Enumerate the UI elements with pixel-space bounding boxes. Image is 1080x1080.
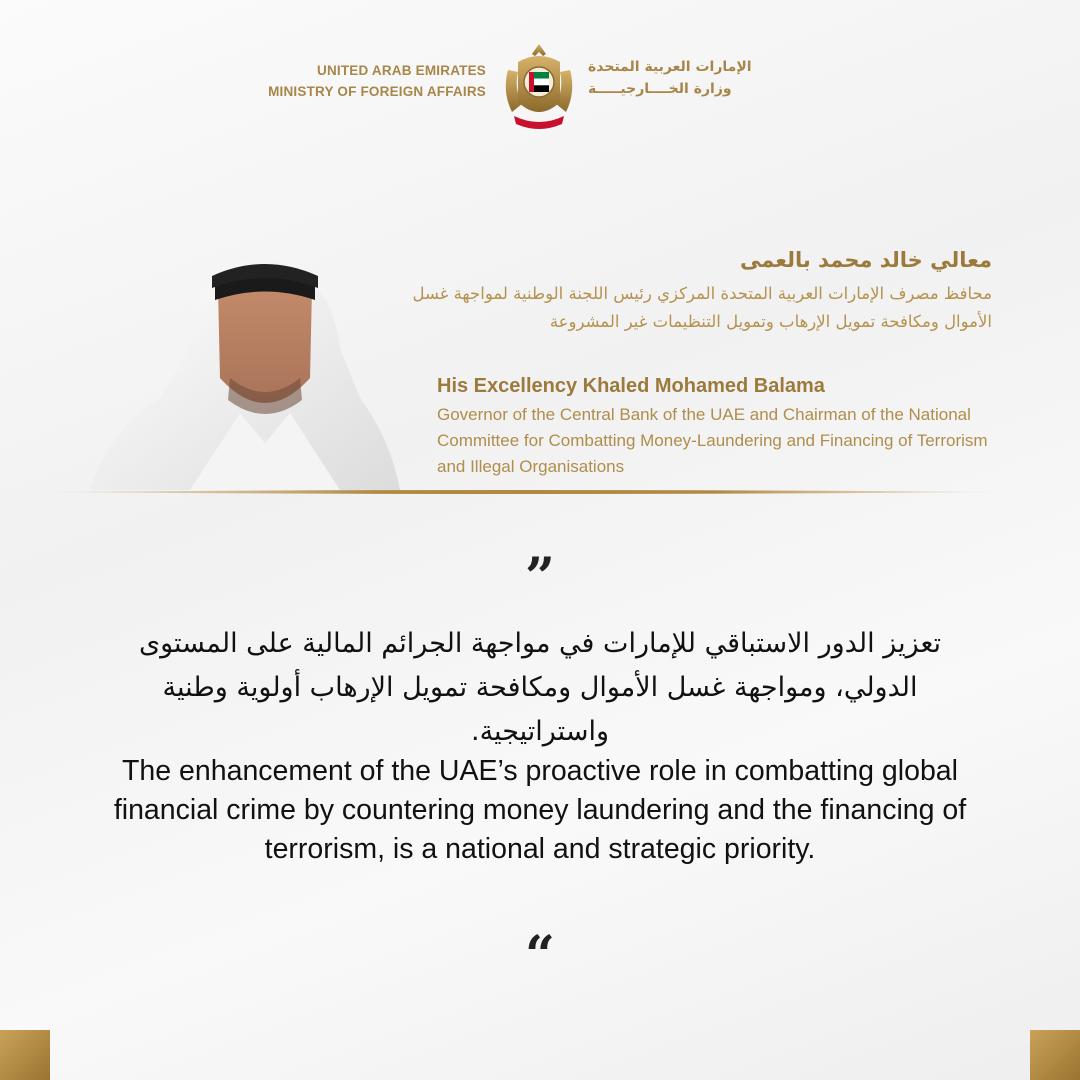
gold-divider [30,489,1010,495]
name-arabic: معالي خالد محمد بالعمى [739,248,992,272]
header-english [268,60,486,102]
header-arabic [588,56,752,100]
uae-emblem-icon [500,40,578,132]
quote-english: The enhancement of the UAE’s proactive role in combatting global financial crime by countering money laundering and the financing of terrorism, is a national and strategic priority. [113,755,967,865]
corner-accent-left [0,1030,50,1080]
name-english: His Excellency Khaled Mohamed Balama [437,375,825,397]
open-quote-icon: ” [525,547,555,608]
ministry-name-en: MINISTRY OF FOREIGN AFFAIRS [268,84,486,99]
country-name-ar: الإمارات العربية المتحدة [588,59,752,75]
title-arabic: محافظ مصرف الإمارات العربية المتحدة المركزي رئيس اللجنة الوطنية لمواجهة غسل الأموال ومكافحة تمويل الإرهاب وتمويل التنظيمات غير المشروعة [412,284,992,331]
title-english: Governor of the Central Bank of the UAE and Chairman of the National Committee for Combatting Money-Laundering and Financing of Terrorism and Illegal Organisations [437,405,988,476]
ministry-name-ar: وزارة الخــــارجيـــــة [588,81,732,97]
portrait-photo [90,228,400,490]
close-quote-icon: “ [525,925,555,986]
corner-accent-right [1030,1030,1080,1080]
country-name-en: UNITED ARAB EMIRATES [317,63,486,78]
quote-arabic: تعزيز الدور الاستباقي للإمارات في مواجهة الجرائم المالية على المستوى الدولي، ومواجهة غسل الأموال ومكافحة تمويل الإرهاب أولوية وطنية واستراتيجية. [138,628,942,747]
